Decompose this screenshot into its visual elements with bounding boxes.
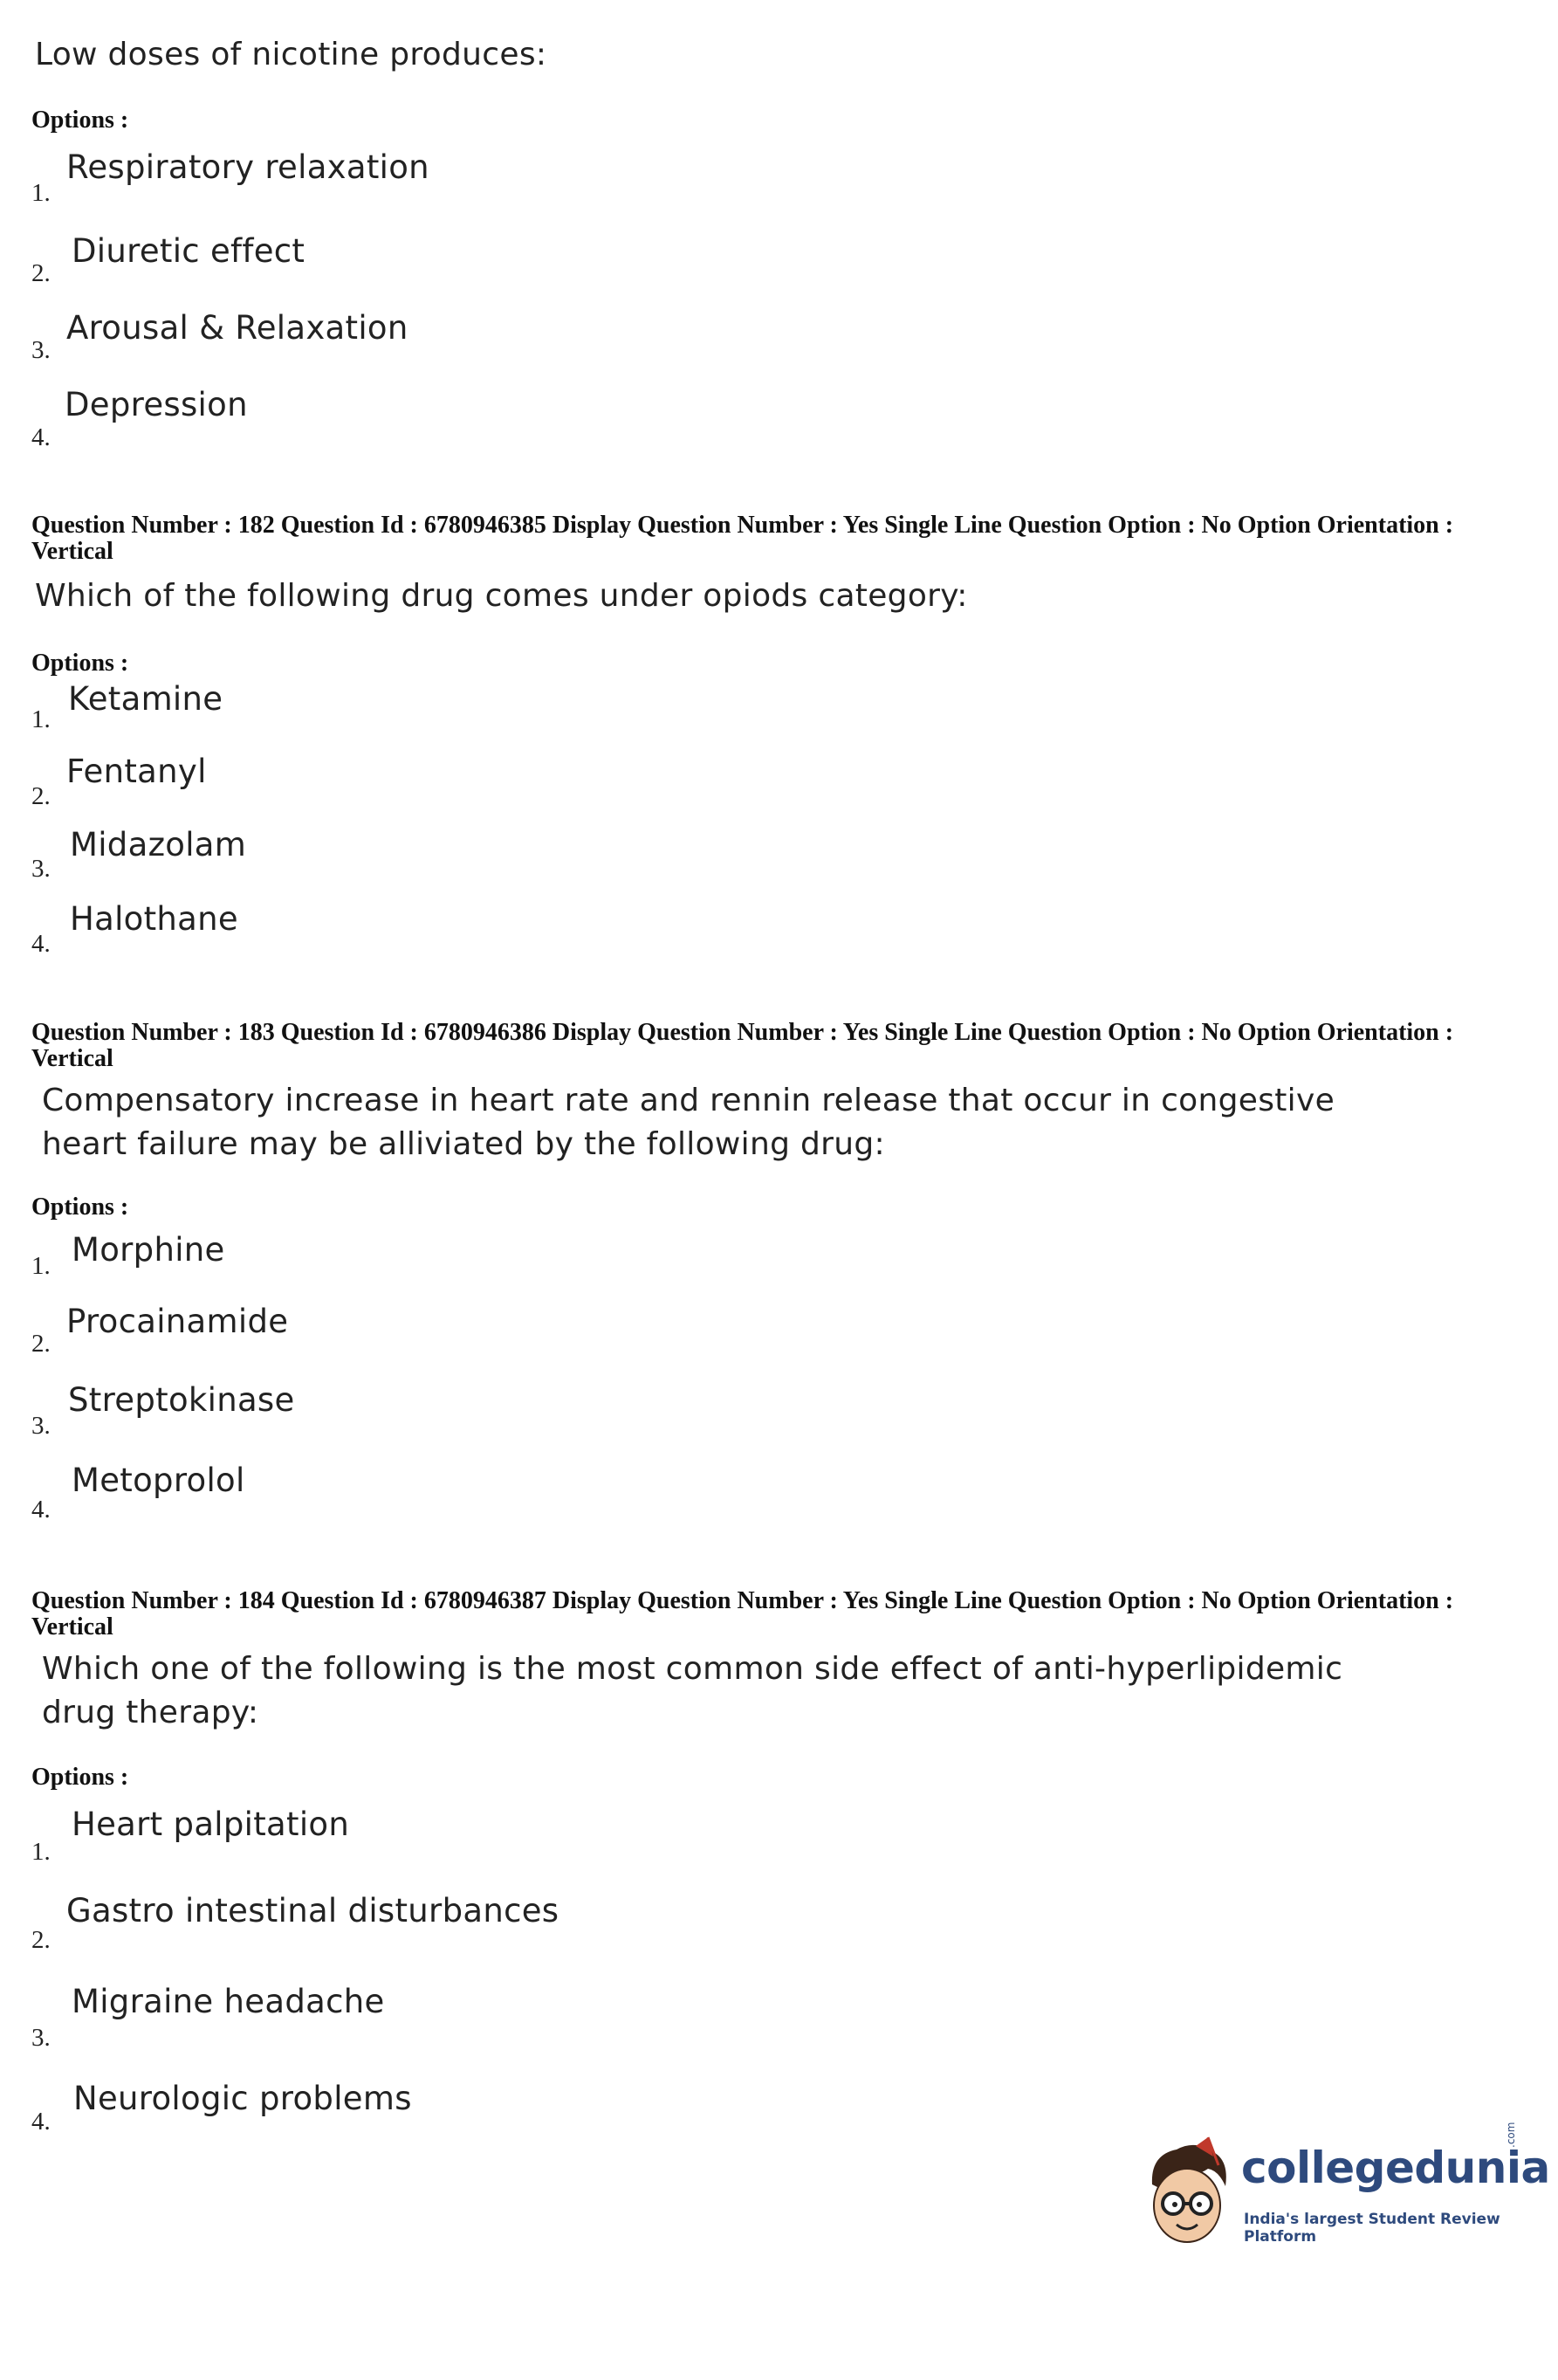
options-label: Options : xyxy=(31,650,129,677)
question-text: Which of the following drug comes under opiods category: xyxy=(35,578,968,614)
question-meta: Question Number : 183 Question Id : 6780946386 Display Question Number : Yes Single Line Question Option : No Option Orientation : Vertical xyxy=(31,1019,1454,1072)
mascot-icon xyxy=(1135,2130,1239,2261)
option-text: Diuretic effect xyxy=(72,232,305,270)
option-text: Halothane xyxy=(70,900,238,938)
option-text: Migraine headache xyxy=(72,1983,385,2020)
option-number: 3. xyxy=(31,336,51,364)
question-meta: Question Number : 184 Question Id : 6780946387 Display Question Number : Yes Single Line Question Option : No Option Orientation : Vertical xyxy=(31,1587,1454,1641)
question-text: Low doses of nicotine produces: xyxy=(35,37,547,72)
option-number: 3. xyxy=(31,1412,51,1440)
option-number: 1. xyxy=(31,1838,51,1866)
option-number: 2. xyxy=(31,1926,51,1954)
question-text-line-2: drug therapy: xyxy=(42,1695,259,1730)
option-text: Streptokinase xyxy=(68,1381,295,1419)
option-number: 4. xyxy=(31,2108,51,2136)
option-text: Procainamide xyxy=(66,1303,289,1340)
option-number: 4. xyxy=(31,423,51,451)
option-text: Metoprolol xyxy=(72,1462,245,1499)
option-text: Ketamine xyxy=(68,680,223,718)
option-number: 4. xyxy=(31,930,51,958)
question-text-line-1: Which one of the following is the most common side effect of anti-hyperlipidemic xyxy=(42,1651,1343,1687)
options-label: Options : xyxy=(31,1764,129,1791)
option-text: Fentanyl xyxy=(66,753,207,790)
option-number: 3. xyxy=(31,2024,51,2052)
question-text-line-1: Compensatory increase in heart rate and rennin release that occur in congestive xyxy=(42,1083,1335,1118)
option-number: 2. xyxy=(31,782,51,810)
option-number: 4. xyxy=(31,1496,51,1524)
option-number: 2. xyxy=(31,259,51,287)
option-number: 3. xyxy=(31,855,51,883)
option-text: Gastro intestinal disturbances xyxy=(66,1892,559,1929)
option-number: 1. xyxy=(31,1252,51,1280)
option-number: 1. xyxy=(31,179,51,207)
option-number: 2. xyxy=(31,1330,51,1358)
option-text: Morphine xyxy=(72,1231,225,1269)
options-label: Options : xyxy=(31,1193,129,1221)
question-text-line-2: heart failure may be alliviated by the following drug: xyxy=(42,1126,885,1162)
option-number: 1. xyxy=(31,705,51,733)
collegedunia-logo xyxy=(1135,2122,1550,2261)
logo-tagline: India's largest Student Review Platform xyxy=(1244,2211,1500,2246)
logo-wordmark: collegedunia xyxy=(1241,2143,1550,2193)
option-text: Neurologic problems xyxy=(73,2080,412,2117)
question-meta: Question Number : 182 Question Id : 6780946385 Display Question Number : Yes Single Line Question Option : No Option Orientation : Vertical xyxy=(31,512,1454,565)
options-label: Options : xyxy=(31,107,129,134)
option-text: Midazolam xyxy=(70,826,247,863)
option-text: Respiratory relaxation xyxy=(66,148,429,186)
option-text: Heart palpitation xyxy=(72,1806,350,1843)
option-text: Arousal & Relaxation xyxy=(66,309,408,347)
option-text: Depression xyxy=(65,386,248,423)
logo-suffix: .com xyxy=(1505,2122,1517,2148)
